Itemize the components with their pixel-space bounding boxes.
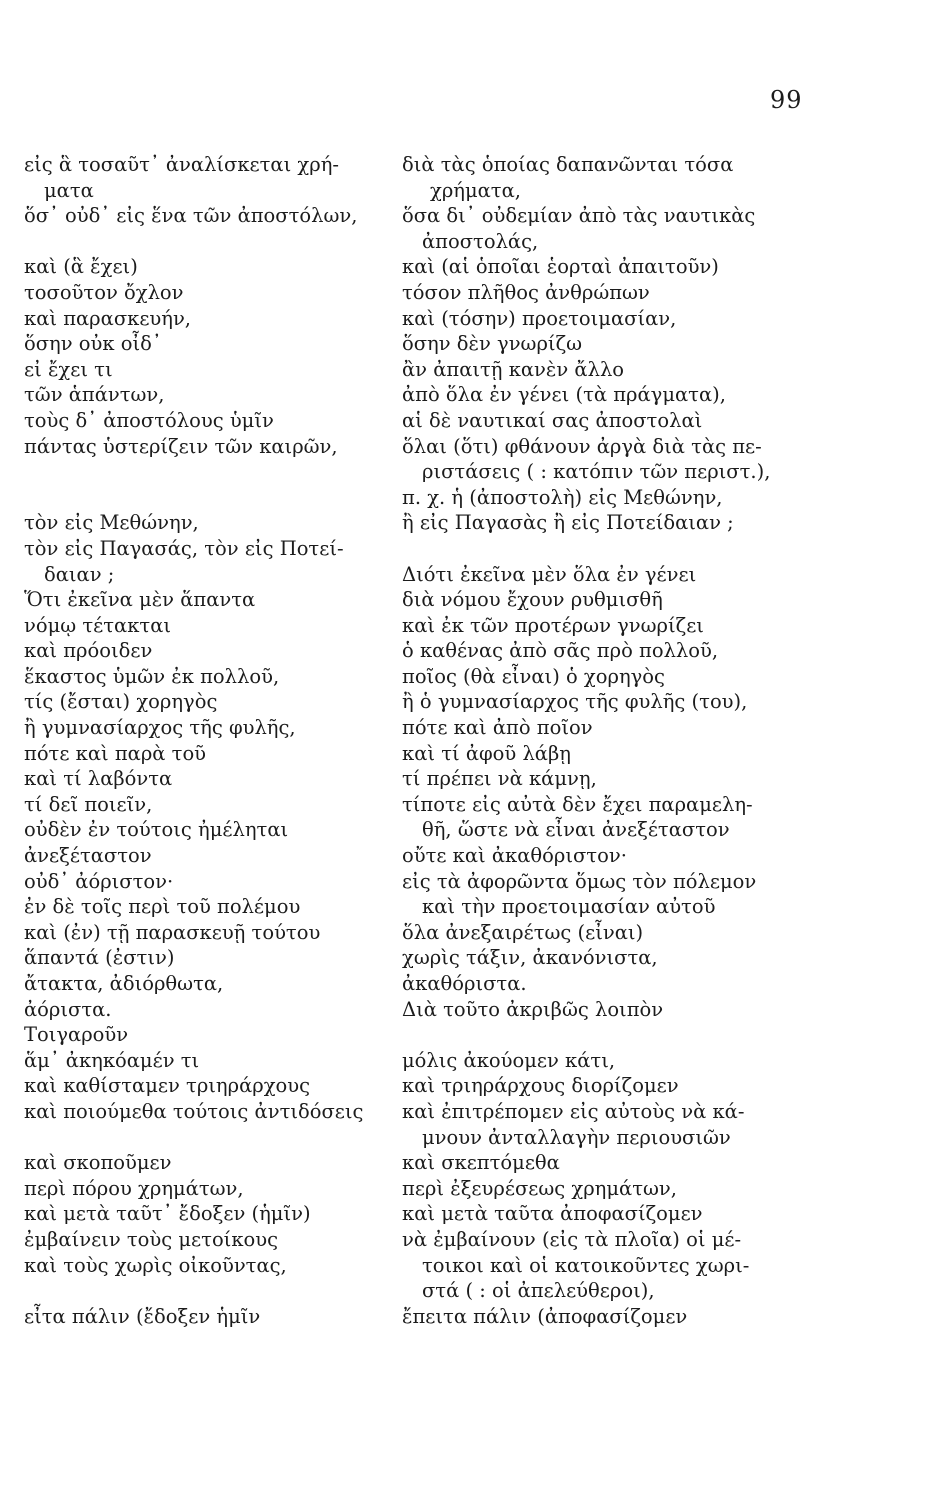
text-line: χρήματα, xyxy=(430,178,521,202)
text-line: ἢ γυμνασίαρχος τῆς φυλῆς, xyxy=(24,716,296,740)
text-line: εἰς τὰ ἀφορῶντα ὅμως τὸν πόλεμον xyxy=(402,869,757,893)
text-line: ἢ ὁ γυμνασίαρχος τῆς φυλῆς (του), xyxy=(402,690,748,714)
text-line: οὐδ᾽ ἀόριστον· xyxy=(24,869,174,893)
text-line: ἂν ἀπαιτῇ κανὲν ἄλλο xyxy=(402,357,625,381)
text-line: εἰς ἃ τοσαῦτ᾽ ἀναλίσκεται χρή- xyxy=(24,153,339,176)
text-line: ὅσην οὐκ οἶδ᾽ xyxy=(24,332,162,356)
text-line: περὶ ἐξευρέσεως χρημάτων, xyxy=(402,1176,677,1200)
text-line: εἰ ἔχει τι xyxy=(24,357,113,381)
text-line: νόμῳ τέτακται xyxy=(24,613,172,637)
text-line: διὰ νόμου ἔχουν ρυθμισθῆ xyxy=(402,588,663,612)
text-line xyxy=(24,459,416,485)
text-line xyxy=(24,1125,416,1151)
text-line: χωρὶς τάξιν, ἀκανόνιστα, xyxy=(402,946,658,970)
text-line: Διότι ἐκεῖνα μὲν ὅλα ἐν γένει xyxy=(402,562,697,586)
text-line: ἐμβαίνειν τοὺς μετοίκους xyxy=(24,1227,279,1251)
text-line: ὁ καθένας ἀπὸ σᾶς πρὸ πολλοῦ, xyxy=(402,639,719,663)
text-line: ἕκαστος ὑμῶν ἐκ πολλοῦ, xyxy=(24,664,280,688)
page-number: 99 xyxy=(770,86,803,114)
translation-text-column xyxy=(402,152,832,1329)
text-line: καὶ (αἱ ὁποῖαι ἑορταὶ ἀπαιτοῦν) xyxy=(402,255,719,279)
text-line: ριστάσεις ( : κατόπιν τῶν περιστ.), xyxy=(422,460,771,484)
text-line xyxy=(402,1022,832,1048)
text-line: καὶ καθίσταμεν τριηράρχους xyxy=(24,1074,311,1098)
text-line: καὶ ποιούμεθα τούτοις ἀντιδόσεις xyxy=(24,1099,364,1123)
text-line: πότε καὶ ἀπὸ ποῖον xyxy=(402,716,593,740)
greek-text-column xyxy=(24,152,416,1329)
text-line: δαιαν ; xyxy=(44,562,115,586)
text-line: ἀπὸ ὅλα ἐν γένει (τὰ πράγματα), xyxy=(402,383,726,407)
text-line: τὸν εἰς Μεθώνην, xyxy=(24,511,199,535)
text-line: Τοιγαροῦν xyxy=(24,1023,129,1047)
text-line: τίποτε εἰς αὐτὰ δὲν ἔχει παραμελη- xyxy=(402,792,753,816)
text-line: ἔπειτα πάλιν (ἀποφασίζομεν xyxy=(402,1304,688,1328)
text-line: ἄτακτα, ἀδιόρθωτα, xyxy=(24,972,224,995)
text-line: καὶ τί λαβόντα xyxy=(24,767,173,791)
text-line xyxy=(24,485,416,511)
text-line: τίς (ἔσται) χορηγὸς xyxy=(24,690,218,714)
text-line: πάντας ὑστερίζειν τῶν καιρῶν, xyxy=(24,434,338,458)
text-line: περὶ πόρου χρημάτων, xyxy=(24,1176,244,1200)
text-line: καὶ σκεπτόμεθα xyxy=(402,1151,560,1175)
text-line: καὶ τριηράρχους διορίζομεν xyxy=(402,1074,679,1098)
text-line: ἀκαθόριστα. xyxy=(402,972,527,995)
text-line: καὶ ἐπιτρέπομεν εἰς αὐτοὺς νὰ κά- xyxy=(402,1099,745,1123)
text-line: θῆ, ὥστε νὰ εἶναι ἀνεξέταστον xyxy=(422,818,730,842)
text-line: ἅπαντά (ἐστιν) xyxy=(24,946,175,970)
text-line: Ὅτι ἐκεῖνα μὲν ἅπαντα xyxy=(24,588,256,612)
text-line xyxy=(24,229,416,255)
text-line: καὶ (ἐν) τῇ παρασκευῇ τούτου xyxy=(24,920,321,944)
text-line: ὅσην δὲν γνωρίζω xyxy=(402,332,583,356)
text-line: ἐν δὲ τοῖς περὶ τοῦ πολέμου xyxy=(24,895,301,919)
text-line: Διὰ τοῦτο ἀκριβῶς λοιπὸν xyxy=(402,997,664,1021)
text-line: διὰ τὰς ὁποίας δαπανῶνται τόσα xyxy=(402,153,734,176)
text-line: τὸν εἰς Παγασάς, τὸν εἰς Ποτεί- xyxy=(24,536,344,560)
text-line xyxy=(24,1278,416,1304)
text-line: στά ( : οἱ ἀπελεύθεροι), xyxy=(422,1279,655,1303)
text-line: τόσον πλῆθος ἀνθρώπων xyxy=(402,280,650,304)
text-line: καὶ ἐκ τῶν προτέρων γνωρίζει xyxy=(402,613,704,637)
text-line: ἀνεξέταστον xyxy=(24,844,152,868)
text-line: εἶτα πάλιν (ἔδοξεν ἡμῖν xyxy=(24,1304,261,1328)
text-line: νὰ ἐμβαίνουν (εἰς τὰ πλοῖα) οἱ μέ- xyxy=(402,1227,742,1251)
text-line: μόλις ἀκούομεν κάτι, xyxy=(402,1048,616,1072)
text-line: ἅμ᾽ ἀκηκόαμέν τι xyxy=(24,1048,200,1072)
text-line: τοὺς δ᾽ ἀποστόλους ὑμῖν xyxy=(24,408,274,432)
text-line: καὶ μετὰ ταῦτ᾽ ἔδοξεν (ἡμῖν) xyxy=(24,1202,311,1226)
text-line: καὶ (ἃ ἔχει) xyxy=(24,255,138,279)
text-line: ὅλαι (ὅτι) φθάνουν ἀργὰ διὰ τὰς πε- xyxy=(402,434,762,458)
text-line xyxy=(402,536,832,562)
text-line: αἱ δὲ ναυτικαί σας ἀποστολαὶ xyxy=(402,408,703,432)
text-line: καὶ τὴν προετοιμασίαν αὐτοῦ xyxy=(422,895,716,919)
text-line: οὐδὲν ἐν τούτοις ἠμέληται xyxy=(24,818,289,842)
text-line: πότε καὶ παρὰ τοῦ xyxy=(24,741,207,765)
text-line: καὶ (τόσην) προετοιμασίαν, xyxy=(402,306,677,330)
text-line: ποῖος (θὰ εἶναι) ὁ χορηγὸς xyxy=(402,664,665,688)
text-line: τί πρέπει νὰ κάμνῃ, xyxy=(402,767,597,791)
text-line: π. χ. ἡ (ἀποστολὴ) εἰς Μεθώνην, xyxy=(402,485,723,509)
text-line: καὶ τί ἀφοῦ λάβῃ xyxy=(402,741,571,765)
text-line: ἀόριστα. xyxy=(24,997,112,1021)
text-line: ἀποστολάς, xyxy=(422,229,539,253)
text-line: καὶ πρόοιδεν xyxy=(24,639,153,663)
text-line: ματα xyxy=(44,178,94,202)
text-line: οὔτε καὶ ἀκαθόριστον· xyxy=(402,844,627,868)
text-line: μνουν ἀνταλλαγὴν περιουσιῶν xyxy=(422,1125,731,1149)
text-line: τοικοι καὶ οἱ κατοικοῦντες χωρι- xyxy=(422,1253,750,1277)
text-line: καὶ μετὰ ταῦτα ἀποφασίζομεν xyxy=(402,1202,703,1226)
text-line: τί δεῖ ποιεῖν, xyxy=(24,792,153,816)
text-line: ὅσ᾽ οὐδ᾽ εἰς ἕνα τῶν ἀποστόλων, xyxy=(24,204,358,228)
text-line: τῶν ἁπάντων, xyxy=(24,383,165,407)
text-line: τοσοῦτον ὄχλον xyxy=(24,280,184,304)
text-line: ἢ εἰς Παγασὰς ἢ εἰς Ποτείδαιαν ; xyxy=(402,511,734,535)
text-line: καὶ σκοποῦμεν xyxy=(24,1151,172,1175)
text-line: ὅσα δι᾽ οὐδεμίαν ἀπὸ τὰς ναυτικὰς xyxy=(402,204,756,228)
text-line: καὶ παρασκευήν, xyxy=(24,306,192,330)
text-line: καὶ τοὺς χωρὶς οἰκοῦντας, xyxy=(24,1253,287,1277)
text-line: ὅλα ἀνεξαιρέτως (εἶναι) xyxy=(402,920,644,944)
